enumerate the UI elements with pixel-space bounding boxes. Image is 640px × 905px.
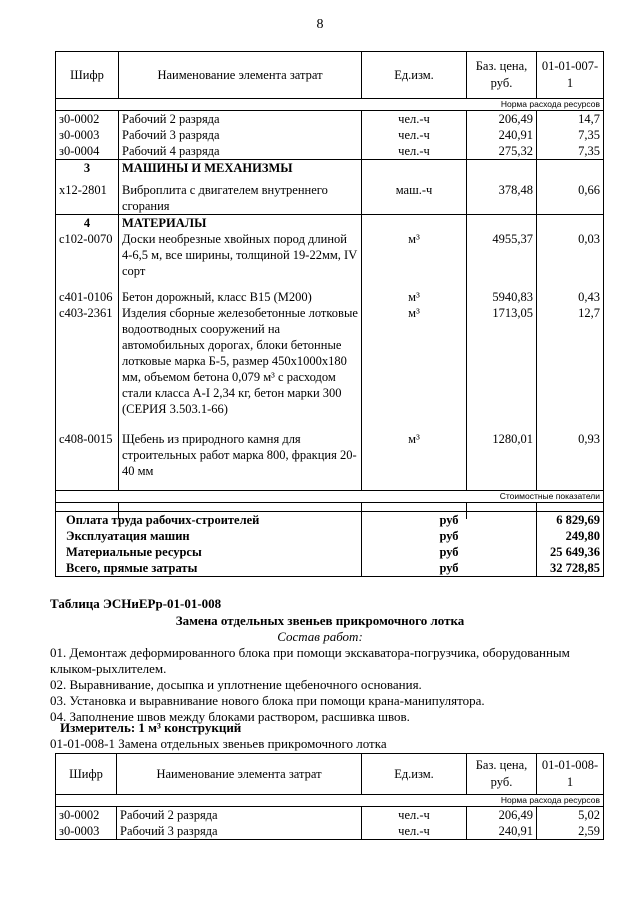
summary-value: 32 728,85 <box>537 560 604 577</box>
cost-indicators-label: Стоимостные показатели <box>56 491 604 503</box>
row-price: 1713,05 <box>467 305 537 417</box>
row-value: 7,35 <box>537 143 604 160</box>
summary-value: 249,80 <box>537 528 604 544</box>
row-unit: чел.-ч <box>362 127 467 143</box>
work-item: 03. Установка и выравнивание нового блока при помощи крана-манипулятора. <box>50 693 485 708</box>
row-unit: чел.-ч <box>362 143 467 160</box>
row-name: Виброплита с двигателем внутреннего сгорания <box>119 176 362 215</box>
row-unit: м³ <box>362 279 467 305</box>
row-unit: маш.-ч <box>362 176 467 215</box>
section-number: 3 <box>56 160 119 177</box>
row-unit: чел.-ч <box>362 807 467 824</box>
row-code: з0-0004 <box>56 143 119 160</box>
header-price: Баз. цена, руб. <box>467 754 537 795</box>
row-code: с408-0015 <box>56 417 119 491</box>
summary-row <box>56 560 604 577</box>
row-value: 5,02 <box>537 807 604 824</box>
section-number: 4 <box>56 215 119 232</box>
works-heading: Состав работ: <box>277 629 363 644</box>
row-unit: м³ <box>362 231 467 279</box>
table-row <box>56 176 604 215</box>
row-name: Изделия сборные железобетонные лотковые водоотводных сооружений на автомобильных дорогах, блоки бетонные лотковые марка Б-5, размер 450х1000х180 мм, объемом бетона 0,079 м³ с расходом стали класса А-I 2,34 кг, бетон марки 300 (СЕРИЯ 3.503.1-66) <box>119 305 362 417</box>
resource-table-2 <box>55 753 604 840</box>
row-value: 7,35 <box>537 127 604 143</box>
summary-label: Всего, прямые затраты <box>56 560 362 577</box>
row-value: 0,43 <box>537 279 604 305</box>
table-row <box>56 305 604 417</box>
row-name: Рабочий 4 разряда <box>119 143 362 160</box>
row-name: Доски необрезные хвойных пород длиной 4-6,5 м, все ширины, толщиной 19-22мм, IV сорт <box>119 231 362 279</box>
row-value: 14,7 <box>537 111 604 128</box>
row-code: с403-2361 <box>56 305 119 417</box>
summary-label: Материальные ресурсы <box>56 544 362 560</box>
table-header-row <box>56 754 604 795</box>
row-price: 5940,83 <box>467 279 537 305</box>
section-subtitle: Замена отдельных звеньев прикромочного лотка <box>175 613 465 628</box>
table-row <box>56 823 604 840</box>
resource-table-1 <box>55 51 604 519</box>
section-title: МАШИНЫ И МЕХАНИЗМЫ <box>119 160 362 177</box>
norma-label: Норма расхода ресурсов <box>56 795 604 807</box>
summary-value: 6 829,69 <box>537 512 604 529</box>
row-price: 378,48 <box>467 176 537 215</box>
code-line: 01-01-008-1 Замена отдельных звеньев прикромочного лотка <box>50 736 387 751</box>
norma-row <box>56 795 604 807</box>
table-title: Таблица ЭСНиЕРр-01-01-008 <box>50 596 222 611</box>
row-code: з0-0003 <box>56 127 119 143</box>
table-row <box>56 143 604 160</box>
row-name: Рабочий 3 разряда <box>119 127 362 143</box>
row-code: с102-0070 <box>56 231 119 279</box>
row-name: Щебень из природного камня для строительных работ марка 800, фракция 20-40 мм <box>119 417 362 491</box>
cost-indicators-row <box>56 491 604 503</box>
row-name: Рабочий 2 разряда <box>117 807 362 824</box>
header-name: Наименование элемента затрат <box>119 52 362 99</box>
table-row <box>56 231 604 279</box>
row-value: 0,03 <box>537 231 604 279</box>
row-code: з0-0002 <box>56 111 119 128</box>
row-unit: м³ <box>362 305 467 417</box>
norma-row <box>56 99 604 111</box>
row-price: 1280,01 <box>467 417 537 491</box>
section-row-materials <box>56 215 604 232</box>
row-name: Бетон дорожный, класс В15 (М200) <box>119 279 362 305</box>
header-price: Баз. цена, руб. <box>467 52 537 99</box>
summary-unit: руб <box>362 544 537 560</box>
header-unit: Ед.изм. <box>362 754 467 795</box>
row-price: 240,91 <box>467 127 537 143</box>
table-row <box>56 807 604 824</box>
row-name: Рабочий 2 разряда <box>119 111 362 128</box>
table-header-row <box>56 52 604 99</box>
summary-unit: руб <box>362 528 537 544</box>
header-unit: Ед.изм. <box>362 52 467 99</box>
work-item: 01. Демонтаж деформированного блока при помощи экскаватора-погрузчика, оборудованным <box>50 645 570 660</box>
row-value: 0,66 <box>537 176 604 215</box>
row-code: з0-0003 <box>56 823 117 840</box>
row-price: 240,91 <box>467 823 537 840</box>
summary-unit: руб <box>362 560 537 577</box>
row-unit: м³ <box>362 417 467 491</box>
summary-table <box>55 511 604 577</box>
summary-label: Оплата труда рабочих-строителей <box>56 512 362 529</box>
section-row-machines <box>56 160 604 177</box>
row-price: 206,49 <box>467 111 537 128</box>
row-value: 0,93 <box>537 417 604 491</box>
summary-unit: руб <box>362 512 537 529</box>
table-row <box>56 279 604 305</box>
norma-label: Норма расхода ресурсов <box>56 99 604 111</box>
work-item: клыком-рыхлителем. <box>50 661 167 676</box>
work-item: 04. Заполнение швов между блоками раствором, расшивка швов. <box>50 709 410 724</box>
row-code: х12-2801 <box>56 176 119 215</box>
row-price: 206,49 <box>467 807 537 824</box>
row-code: з0-0002 <box>56 807 117 824</box>
row-value: 2,59 <box>537 823 604 840</box>
table-row <box>56 111 604 128</box>
row-code: с401-0106 <box>56 279 119 305</box>
table-row <box>56 417 604 491</box>
row-name: Рабочий 3 разряда <box>117 823 362 840</box>
row-unit: чел.-ч <box>362 111 467 128</box>
header-norm-code: 01-01-008-1 <box>537 754 604 795</box>
section-title: МАТЕРИАЛЫ <box>119 215 362 232</box>
table-row <box>56 127 604 143</box>
summary-label: Эксплуатация машин <box>56 528 362 544</box>
page-number: 8 <box>316 17 324 32</box>
summary-row <box>56 544 604 560</box>
summary-row <box>56 528 604 544</box>
work-item: 02. Выравнивание, досыпка и уплотнение щебеночного основания. <box>50 677 422 692</box>
header-name: Наименование элемента затрат <box>117 754 362 795</box>
header-norm-code: 01-01-007-1 <box>537 52 604 99</box>
summary-row <box>56 512 604 529</box>
header-code: Шифр <box>56 52 119 99</box>
row-price: 4955,37 <box>467 231 537 279</box>
summary-value: 25 649,36 <box>537 544 604 560</box>
row-unit: чел.-ч <box>362 823 467 840</box>
row-price: 275,32 <box>467 143 537 160</box>
header-code: Шифр <box>56 754 117 795</box>
row-value: 12,7 <box>537 305 604 417</box>
meter: Измеритель: 1 м³ конструкций <box>60 720 242 735</box>
